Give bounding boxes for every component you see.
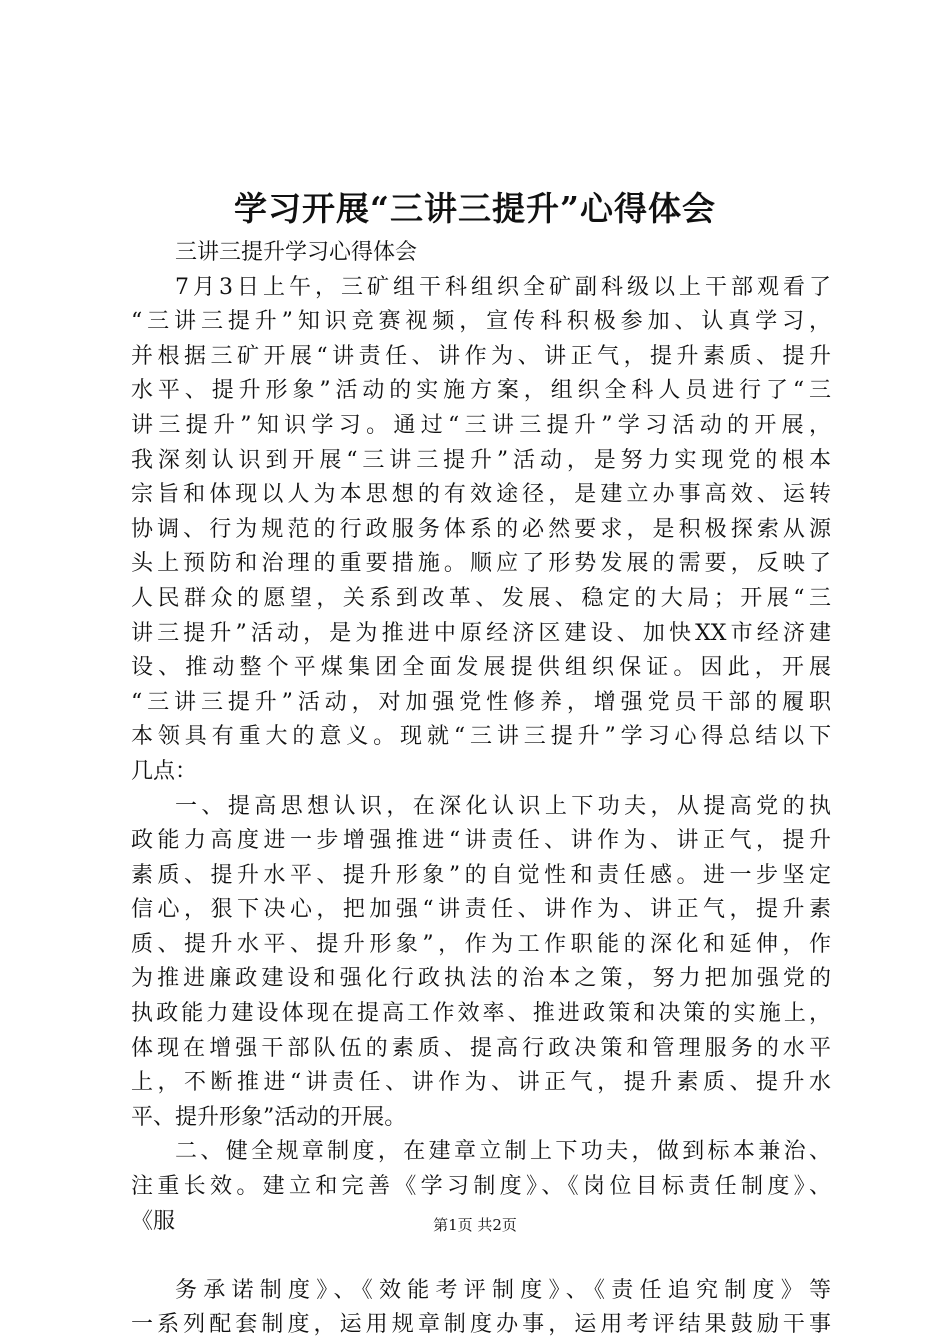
body-line: 执政能力建设体现在提高工作效率、推进政策和决策的实施上， xyxy=(131,1001,831,1027)
body-line: 质、提升水平、提升形象”，作为工作职能的深化和延伸，作 xyxy=(131,931,831,957)
body-line: “三讲三提升”知识竞赛视频，宣传科积极参加、认真学习， xyxy=(131,309,831,335)
page-footer: 第1页 共2页 xyxy=(433,1216,517,1234)
body-line: 务承诺制度》、《效能考评制度》、《责任追究制度》等 xyxy=(175,1277,831,1303)
body-line: 设、推动整个平煤集团全面发展提供组织保证。因此，开展 xyxy=(131,655,831,681)
body-line: 一系列配套制度，运用规章制度办事，运用考评结果鼓励干事 xyxy=(131,1312,831,1338)
body-line: 为推进廉政建设和强化行政执法的治本之策，努力把加强党的 xyxy=(131,966,831,992)
body-line: 一、提高思想认识，在深化认识上下功夫，从提高党的执 xyxy=(175,793,831,819)
body-line xyxy=(131,1239,831,1274)
body-line: 人民群众的愿望，关系到改革、发展、稳定的大局；开展“三 xyxy=(131,585,831,611)
body-line: 信心，狠下决心，把加强“讲责任、讲作为、讲正气，提升素 xyxy=(131,897,831,923)
body-line: 上，不断推进“讲责任、讲作为、讲正气，提升素质、提升水 xyxy=(131,1070,831,1096)
body-line: 我深刻认识到开展“三讲三提升”活动，是努力实现党的根本 xyxy=(131,447,831,473)
document-body xyxy=(131,236,831,1343)
body-line: “三讲三提升”活动，对加强党性修养，增强党员干部的履职 xyxy=(131,689,831,715)
body-line: 7月3日上午，三矿组干科组织全矿副科级以上干部观看了 xyxy=(175,274,831,300)
body-line: 几点： xyxy=(131,758,198,784)
body-line: 宗旨和体现以人为本思想的有效途径，是建立办事高效、运转 xyxy=(131,482,831,508)
body-line: 《服 xyxy=(131,1208,176,1234)
body-line: 体现在增强干部队伍的素质、提高行政决策和管理服务的水平 xyxy=(131,1035,831,1061)
body-line: 头上预防和治理的重要措施。顺应了形势发展的需要，反映了 xyxy=(131,551,831,577)
body-line: 讲三提升”知识学习。通过“三讲三提升”学习活动的开展， xyxy=(131,412,831,438)
body-line: 政能力高度进一步增强推进“讲责任、讲作为、讲正气，提升 xyxy=(131,828,831,854)
body-line: 三讲三提升学习心得体会 xyxy=(175,240,418,265)
body-line: 协调、行为规范的行政服务体系的必然要求，是积极探索从源 xyxy=(131,516,831,542)
body-line: 讲三提升”活动，是为推进中原经济区建设、加快XX市经济建 xyxy=(131,620,831,646)
body-line: 素质、提升水平、提升形象”的自觉性和责任感。进一步坚定 xyxy=(131,862,831,888)
body-line: 本领具有重大的意义。现就“三讲三提升”学习心得总结以下 xyxy=(131,724,831,750)
body-line: 水平、提升形象”活动的实施方案，组织全科人员进行了“三 xyxy=(131,378,831,404)
document-title: 学习开展“三讲三提升”心得体会 xyxy=(234,189,716,228)
body-line: 平、提升形象”活动的开展。 xyxy=(131,1104,407,1130)
body-line: 二、健全规章制度，在建章立制上下功夫，做到标本兼治、 xyxy=(175,1139,831,1165)
body-line: 注重长效。建立和完善《学习制度》、《岗位目标责任制度》、 xyxy=(131,1174,831,1200)
body-line: 并根据三矿开展“讲责任、讲作为、讲正气，提升素质、提升 xyxy=(131,343,831,369)
